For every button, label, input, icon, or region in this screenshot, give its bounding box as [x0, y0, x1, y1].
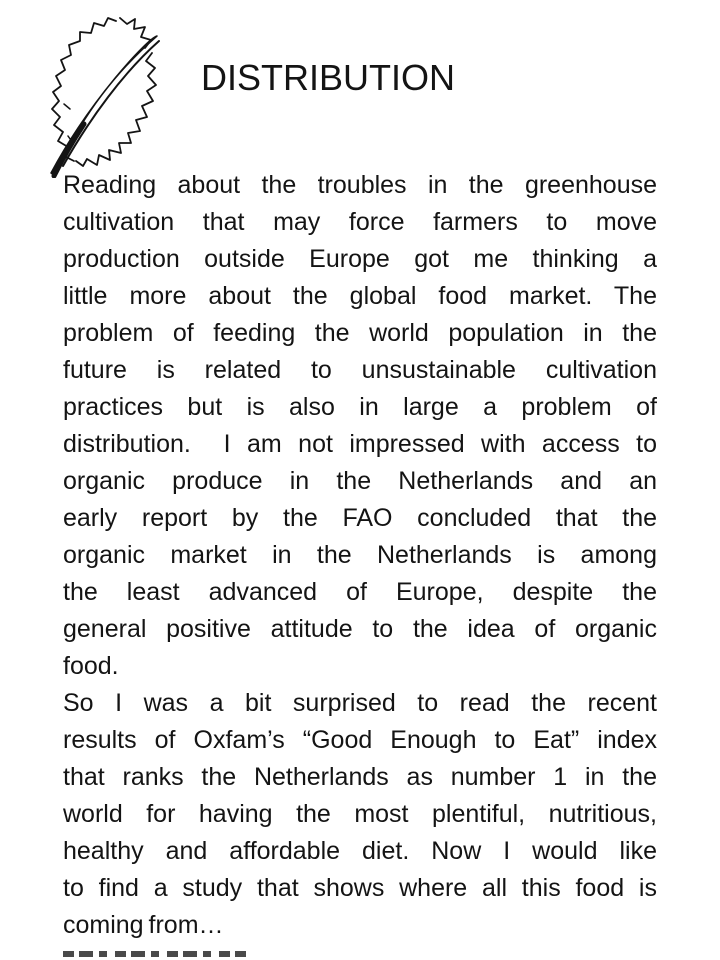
- text-line: results of Oxfam’s “Good Enough to Eat” index: [63, 726, 657, 754]
- text-line: cultivation that may force farmers to move: [63, 208, 657, 236]
- text-line: So I was a bit surprised to read the recent: [63, 689, 657, 717]
- text-line: healthy and affordable diet. Now I would like: [63, 837, 657, 865]
- text-line: problem of feeding the world population in the: [63, 319, 657, 347]
- text-line: future is related to unsustainable cultivation: [63, 356, 657, 384]
- text-line: Reading about the troubles in the greenhouse: [63, 171, 657, 199]
- text-line: food.: [63, 652, 119, 680]
- text-line: world for having the most plentiful, nutritious,: [63, 800, 657, 828]
- text-line: little more about the global food market. The: [63, 282, 657, 310]
- body-text: [63, 167, 657, 944]
- text-line: organic produce in the Netherlands and an: [63, 467, 657, 495]
- text-line: general positive attitude to the idea of organic: [63, 615, 657, 643]
- text-line: to find a study that shows where all this food is: [63, 874, 657, 902]
- text-line: practices but is also in large a problem of: [63, 393, 657, 421]
- text-line: production outside Europe got me thinking a: [63, 245, 657, 273]
- page-title: DISTRIBUTION: [200, 57, 455, 98]
- text-line: coming from…: [63, 911, 224, 939]
- text-line: that ranks the Netherlands as number 1 in the: [63, 763, 657, 791]
- text-line: organic market in the Netherlands is among: [63, 541, 657, 569]
- text-line: the least advanced of Europe, despite the: [63, 578, 657, 606]
- text-line: distribution. I am not impressed with access to: [63, 430, 657, 458]
- clipped-text-line: [63, 951, 246, 957]
- text-line: early report by the FAO concluded that the: [63, 504, 657, 532]
